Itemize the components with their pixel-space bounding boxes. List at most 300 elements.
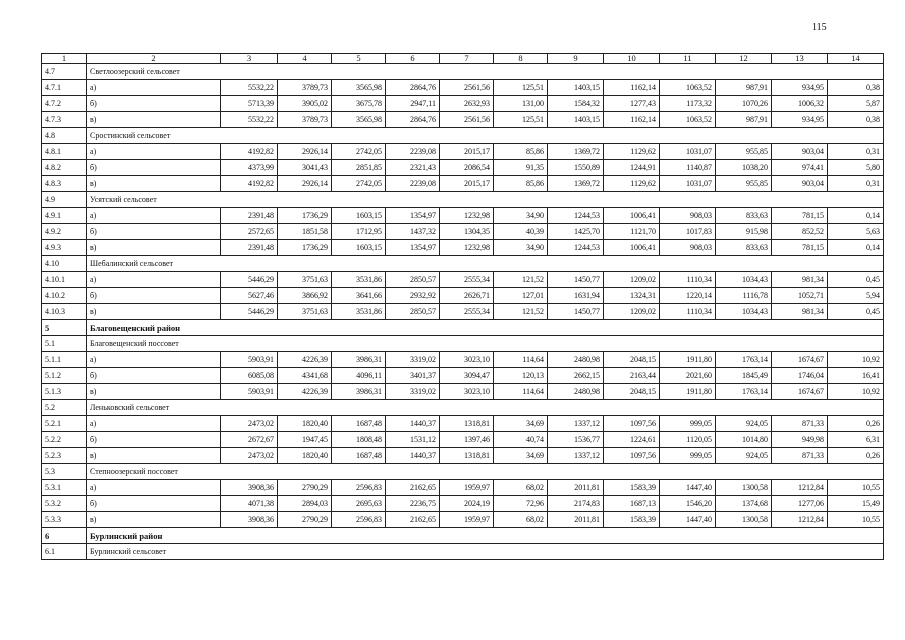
table-cell: 34,69 <box>494 416 548 432</box>
row-code: 5.1.2 <box>42 368 87 384</box>
row-variant: б) <box>87 432 221 448</box>
table-cell: 1354,97 <box>386 208 440 224</box>
row-code: 4.8.2 <box>42 160 87 176</box>
column-header: 9 <box>548 54 604 64</box>
table-cell: 85,86 <box>494 176 548 192</box>
table-cell: 1304,35 <box>440 224 494 240</box>
section-row <box>42 64 884 80</box>
table-cell: 1763,14 <box>716 384 772 400</box>
table-cell: 2790,29 <box>278 480 332 496</box>
table-cell: 4373,99 <box>221 160 278 176</box>
row-code: 5.1 <box>42 336 87 352</box>
row-code: 4.9.1 <box>42 208 87 224</box>
table-cell: 1674,67 <box>772 384 828 400</box>
table-cell: 5713,39 <box>221 96 278 112</box>
table-row <box>42 448 884 464</box>
row-code: 5.1.3 <box>42 384 87 400</box>
table-cell: 2932,92 <box>386 288 440 304</box>
table-cell: 1244,91 <box>604 160 660 176</box>
table-cell: 924,05 <box>716 448 772 464</box>
table-cell: 2561,56 <box>440 112 494 128</box>
row-variant: б) <box>87 224 221 240</box>
table-cell: 1440,37 <box>386 416 440 432</box>
table-row <box>42 304 884 320</box>
table-cell: 1121,70 <box>604 224 660 240</box>
table-cell: 1959,97 <box>440 512 494 528</box>
table-cell: 949,98 <box>772 432 828 448</box>
row-code: 4.9.3 <box>42 240 87 256</box>
row-code: 5.2.1 <box>42 416 87 432</box>
table-cell: 934,95 <box>772 112 828 128</box>
table-cell: 2473,02 <box>221 448 278 464</box>
table-cell: 2947,11 <box>386 96 440 112</box>
table-cell: 10,92 <box>828 384 884 400</box>
table-cell: 3094,47 <box>440 368 494 384</box>
table-cell: 1212,84 <box>772 512 828 528</box>
table-cell: 852,52 <box>772 224 828 240</box>
table-cell: 4341,68 <box>278 368 332 384</box>
table-cell: 1369,72 <box>548 144 604 160</box>
table-cell: 1070,26 <box>716 96 772 112</box>
table-cell: 908,03 <box>660 208 716 224</box>
row-variant: а) <box>87 80 221 96</box>
section-row <box>42 256 884 272</box>
table-cell: 903,04 <box>772 176 828 192</box>
table-cell: 1712,95 <box>332 224 386 240</box>
row-variant: а) <box>87 144 221 160</box>
row-variant: а) <box>87 480 221 496</box>
row-code: 6.1 <box>42 544 87 560</box>
column-header: 7 <box>440 54 494 64</box>
table-cell: 85,86 <box>494 144 548 160</box>
table-cell: 1014,80 <box>716 432 772 448</box>
column-header: 1 <box>42 54 87 64</box>
table-cell: 0,45 <box>828 272 884 288</box>
table-cell: 5903,91 <box>221 352 278 368</box>
table-row <box>42 288 884 304</box>
row-code: 5.3.2 <box>42 496 87 512</box>
table-cell: 1277,43 <box>604 96 660 112</box>
row-code: 4.7.2 <box>42 96 87 112</box>
table-cell: 1244,53 <box>548 208 604 224</box>
row-code: 6 <box>42 528 87 544</box>
table-cell: 1120,05 <box>660 432 716 448</box>
row-variant: а) <box>87 208 221 224</box>
table-cell: 1097,56 <box>604 448 660 464</box>
table-cell: 2864,76 <box>386 80 440 96</box>
table-cell: 1746,04 <box>772 368 828 384</box>
table-cell: 981,34 <box>772 304 828 320</box>
table-cell: 5532,22 <box>221 112 278 128</box>
table-cell: 5627,46 <box>221 288 278 304</box>
table-cell: 2790,29 <box>278 512 332 528</box>
table-cell: 127,01 <box>494 288 548 304</box>
table-cell: 1820,40 <box>278 416 332 432</box>
table-cell: 2850,57 <box>386 272 440 288</box>
table-cell: 40,74 <box>494 432 548 448</box>
table-cell: 2632,93 <box>440 96 494 112</box>
table-cell: 1116,78 <box>716 288 772 304</box>
table-cell: 121,52 <box>494 272 548 288</box>
table-cell: 1531,12 <box>386 432 440 448</box>
table-cell: 1006,41 <box>604 240 660 256</box>
table-cell: 2239,08 <box>386 144 440 160</box>
table-cell: 1110,34 <box>660 304 716 320</box>
section-title: Светлоозерский сельсовет <box>87 64 884 80</box>
row-code: 4.8.3 <box>42 176 87 192</box>
table-cell: 1959,97 <box>440 480 494 496</box>
table-cell: 3908,36 <box>221 512 278 528</box>
page-number: 115 <box>812 22 827 33</box>
table-row <box>42 384 884 400</box>
table-cell: 2555,34 <box>440 272 494 288</box>
table-body <box>42 64 884 560</box>
table-cell: 1318,81 <box>440 416 494 432</box>
table-cell: 1450,77 <box>548 304 604 320</box>
table-cell: 2662,15 <box>548 368 604 384</box>
row-code: 4.8.1 <box>42 144 87 160</box>
section-row <box>42 464 884 480</box>
table-cell: 10,92 <box>828 352 884 368</box>
table-cell: 4226,39 <box>278 384 332 400</box>
row-code: 4.9 <box>42 192 87 208</box>
table-cell: 1687,48 <box>332 448 386 464</box>
table-cell: 3986,31 <box>332 352 386 368</box>
table-cell: 1374,68 <box>716 496 772 512</box>
column-header: 5 <box>332 54 386 64</box>
row-code: 5 <box>42 320 87 336</box>
table-cell: 2391,48 <box>221 208 278 224</box>
column-header: 4 <box>278 54 332 64</box>
table-cell: 121,52 <box>494 304 548 320</box>
table-cell: 1063,52 <box>660 112 716 128</box>
table-cell: 1052,71 <box>772 288 828 304</box>
table-cell: 3531,86 <box>332 304 386 320</box>
table-cell: 1244,53 <box>548 240 604 256</box>
section-title: Усятский сельсовет <box>87 192 884 208</box>
table-cell: 987,91 <box>716 112 772 128</box>
table-cell: 1337,12 <box>548 416 604 432</box>
section-row <box>42 544 884 560</box>
table-cell: 1583,39 <box>604 512 660 528</box>
table-cell: 3319,02 <box>386 352 440 368</box>
table-cell: 833,63 <box>716 240 772 256</box>
table-cell: 5,63 <box>828 224 884 240</box>
table-cell: 2024,19 <box>440 496 494 512</box>
table-cell: 1300,58 <box>716 480 772 496</box>
row-variant: в) <box>87 448 221 464</box>
table-cell: 3023,10 <box>440 384 494 400</box>
table-cell: 16,41 <box>828 368 884 384</box>
row-code: 4.7 <box>42 64 87 80</box>
table-cell: 2239,08 <box>386 176 440 192</box>
table-cell: 1324,31 <box>604 288 660 304</box>
table-cell: 1603,15 <box>332 240 386 256</box>
table-cell: 0,26 <box>828 416 884 432</box>
table-cell: 1034,43 <box>716 272 772 288</box>
table-cell: 3905,02 <box>278 96 332 112</box>
table-cell: 34,90 <box>494 240 548 256</box>
table-cell: 2086,54 <box>440 160 494 176</box>
table-row <box>42 112 884 128</box>
table-cell: 72,96 <box>494 496 548 512</box>
table-cell: 2850,57 <box>386 304 440 320</box>
column-header: 12 <box>716 54 772 64</box>
table-cell: 0,14 <box>828 208 884 224</box>
table-cell: 120,13 <box>494 368 548 384</box>
row-code: 5.3.3 <box>42 512 87 528</box>
table-cell: 5532,22 <box>221 80 278 96</box>
row-variant: а) <box>87 416 221 432</box>
table-cell: 3789,73 <box>278 80 332 96</box>
row-variant: б) <box>87 96 221 112</box>
table-row <box>42 160 884 176</box>
row-code: 4.8 <box>42 128 87 144</box>
table-cell: 1173,32 <box>660 96 716 112</box>
column-header: 8 <box>494 54 548 64</box>
table-cell: 6,31 <box>828 432 884 448</box>
table-cell: 2391,48 <box>221 240 278 256</box>
table-cell: 1232,98 <box>440 240 494 256</box>
table-cell: 2021,60 <box>660 368 716 384</box>
table-cell: 3565,98 <box>332 112 386 128</box>
row-variant: б) <box>87 368 221 384</box>
table-cell: 1603,15 <box>332 208 386 224</box>
table-cell: 1232,98 <box>440 208 494 224</box>
table-cell: 1318,81 <box>440 448 494 464</box>
row-code: 5.2.2 <box>42 432 87 448</box>
table-cell: 2555,34 <box>440 304 494 320</box>
table-cell: 3641,66 <box>332 288 386 304</box>
table-cell: 955,85 <box>716 176 772 192</box>
table-cell: 5,87 <box>828 96 884 112</box>
table-cell: 0,31 <box>828 176 884 192</box>
table-row <box>42 512 884 528</box>
table-cell: 2480,98 <box>548 384 604 400</box>
table-cell: 955,85 <box>716 144 772 160</box>
row-variant: б) <box>87 160 221 176</box>
table-cell: 1369,72 <box>548 176 604 192</box>
table-cell: 2011,81 <box>548 512 604 528</box>
row-variant: а) <box>87 272 221 288</box>
table-cell: 1425,70 <box>548 224 604 240</box>
table-cell: 2894,03 <box>278 496 332 512</box>
table-cell: 3751,63 <box>278 304 332 320</box>
section-row <box>42 128 884 144</box>
table-cell: 2015,17 <box>440 176 494 192</box>
table-cell: 0,26 <box>828 448 884 464</box>
region-title: Бурлинский район <box>87 528 884 544</box>
row-variant: б) <box>87 288 221 304</box>
table-row <box>42 480 884 496</box>
row-code: 4.9.2 <box>42 224 87 240</box>
table-cell: 1097,56 <box>604 416 660 432</box>
table-cell: 2572,65 <box>221 224 278 240</box>
table-cell: 1209,02 <box>604 304 660 320</box>
table-cell: 2048,15 <box>604 384 660 400</box>
table-row <box>42 416 884 432</box>
table-cell: 1017,83 <box>660 224 716 240</box>
section-row <box>42 192 884 208</box>
table-cell: 999,05 <box>660 416 716 432</box>
table-cell: 1763,14 <box>716 352 772 368</box>
table-cell: 1140,87 <box>660 160 716 176</box>
section-title: Благовещенский поссовет <box>87 336 884 352</box>
region-title: Благовещенский район <box>87 320 884 336</box>
table-cell: 4192,82 <box>221 176 278 192</box>
table-cell: 1911,80 <box>660 384 716 400</box>
table-cell: 1687,48 <box>332 416 386 432</box>
table-cell: 6085,08 <box>221 368 278 384</box>
table-cell: 15,49 <box>828 496 884 512</box>
table-cell: 91,35 <box>494 160 548 176</box>
table-cell: 0,31 <box>828 144 884 160</box>
table-cell: 1038,20 <box>716 160 772 176</box>
row-variant: в) <box>87 176 221 192</box>
table-cell: 114,64 <box>494 384 548 400</box>
table-cell: 1209,02 <box>604 272 660 288</box>
table-row <box>42 176 884 192</box>
table-cell: 1006,32 <box>772 96 828 112</box>
table-cell: 3565,98 <box>332 80 386 96</box>
table-cell: 1110,34 <box>660 272 716 288</box>
row-code: 5.2 <box>42 400 87 416</box>
table-cell: 2011,81 <box>548 480 604 496</box>
table-cell: 2864,76 <box>386 112 440 128</box>
row-code: 5.2.3 <box>42 448 87 464</box>
table-cell: 908,03 <box>660 240 716 256</box>
table-row <box>42 240 884 256</box>
table-row <box>42 144 884 160</box>
table-cell: 1550,89 <box>548 160 604 176</box>
row-code: 5.3.1 <box>42 480 87 496</box>
table-cell: 1583,39 <box>604 480 660 496</box>
table-cell: 3866,92 <box>278 288 332 304</box>
table-cell: 3986,31 <box>332 384 386 400</box>
table-cell: 2473,02 <box>221 416 278 432</box>
table-cell: 5,94 <box>828 288 884 304</box>
table-cell: 1447,40 <box>660 480 716 496</box>
table-cell: 2561,56 <box>440 80 494 96</box>
table-cell: 68,02 <box>494 512 548 528</box>
table-cell: 5446,29 <box>221 272 278 288</box>
row-code: 4.10.2 <box>42 288 87 304</box>
section-row <box>42 336 884 352</box>
row-variant: а) <box>87 352 221 368</box>
column-header: 13 <box>772 54 828 64</box>
table-cell: 125,51 <box>494 112 548 128</box>
table-cell: 5903,91 <box>221 384 278 400</box>
table-cell: 1034,43 <box>716 304 772 320</box>
table-row <box>42 96 884 112</box>
row-variant: в) <box>87 112 221 128</box>
table-cell: 1450,77 <box>548 272 604 288</box>
table-cell: 1397,46 <box>440 432 494 448</box>
table-cell: 1129,62 <box>604 144 660 160</box>
table-cell: 10,55 <box>828 480 884 496</box>
table-cell: 934,95 <box>772 80 828 96</box>
table-cell: 5,80 <box>828 160 884 176</box>
region-row <box>42 528 884 544</box>
table-cell: 3023,10 <box>440 352 494 368</box>
table-cell: 2742,05 <box>332 144 386 160</box>
table-cell: 34,69 <box>494 448 548 464</box>
table-cell: 2596,83 <box>332 512 386 528</box>
table-cell: 1947,45 <box>278 432 332 448</box>
table-cell: 3319,02 <box>386 384 440 400</box>
column-header: 3 <box>221 54 278 64</box>
table-cell: 40,39 <box>494 224 548 240</box>
table-cell: 4071,38 <box>221 496 278 512</box>
table-cell: 1006,41 <box>604 208 660 224</box>
row-variant: в) <box>87 384 221 400</box>
table-row <box>42 80 884 96</box>
table-cell: 1337,12 <box>548 448 604 464</box>
table-row <box>42 352 884 368</box>
table-cell: 2672,67 <box>221 432 278 448</box>
row-code: 4.10.1 <box>42 272 87 288</box>
column-header: 11 <box>660 54 716 64</box>
table-row <box>42 432 884 448</box>
section-title: Бурлинский сельсовет <box>87 544 884 560</box>
row-code: 5.1.1 <box>42 352 87 368</box>
table-cell: 2926,14 <box>278 176 332 192</box>
table-cell: 2162,65 <box>386 480 440 496</box>
table-cell: 0,38 <box>828 80 884 96</box>
table-cell: 125,51 <box>494 80 548 96</box>
table-cell: 4096,11 <box>332 368 386 384</box>
row-variant: в) <box>87 512 221 528</box>
column-header: 2 <box>87 54 221 64</box>
table-cell: 2163,44 <box>604 368 660 384</box>
table-cell: 871,33 <box>772 448 828 464</box>
table-cell: 1277,06 <box>772 496 828 512</box>
table-cell: 1063,52 <box>660 80 716 96</box>
row-code: 4.10.3 <box>42 304 87 320</box>
table-cell: 1403,15 <box>548 80 604 96</box>
table-cell: 1300,58 <box>716 512 772 528</box>
table-cell: 0,45 <box>828 304 884 320</box>
table-cell: 2162,65 <box>386 512 440 528</box>
table-cell: 3531,86 <box>332 272 386 288</box>
column-header: 10 <box>604 54 660 64</box>
table-cell: 871,33 <box>772 416 828 432</box>
table-cell: 2174,83 <box>548 496 604 512</box>
table-cell: 1212,84 <box>772 480 828 496</box>
data-table <box>41 53 884 560</box>
table-cell: 1354,97 <box>386 240 440 256</box>
table-cell: 3789,73 <box>278 112 332 128</box>
section-title: Шебалинский сельсовет <box>87 256 884 272</box>
column-header: 14 <box>828 54 884 64</box>
table-cell: 2048,15 <box>604 352 660 368</box>
table-row <box>42 368 884 384</box>
table-cell: 10,55 <box>828 512 884 528</box>
row-code: 5.3 <box>42 464 87 480</box>
table-cell: 1162,14 <box>604 112 660 128</box>
table-cell: 2742,05 <box>332 176 386 192</box>
table-cell: 1911,80 <box>660 352 716 368</box>
table-row <box>42 208 884 224</box>
table-row <box>42 224 884 240</box>
table-cell: 1447,40 <box>660 512 716 528</box>
section-title: Степноозерский поссовет <box>87 464 884 480</box>
row-code: 4.7.1 <box>42 80 87 96</box>
row-code: 4.10 <box>42 256 87 272</box>
table-cell: 3751,63 <box>278 272 332 288</box>
table-cell: 1687,13 <box>604 496 660 512</box>
table-cell: 0,38 <box>828 112 884 128</box>
